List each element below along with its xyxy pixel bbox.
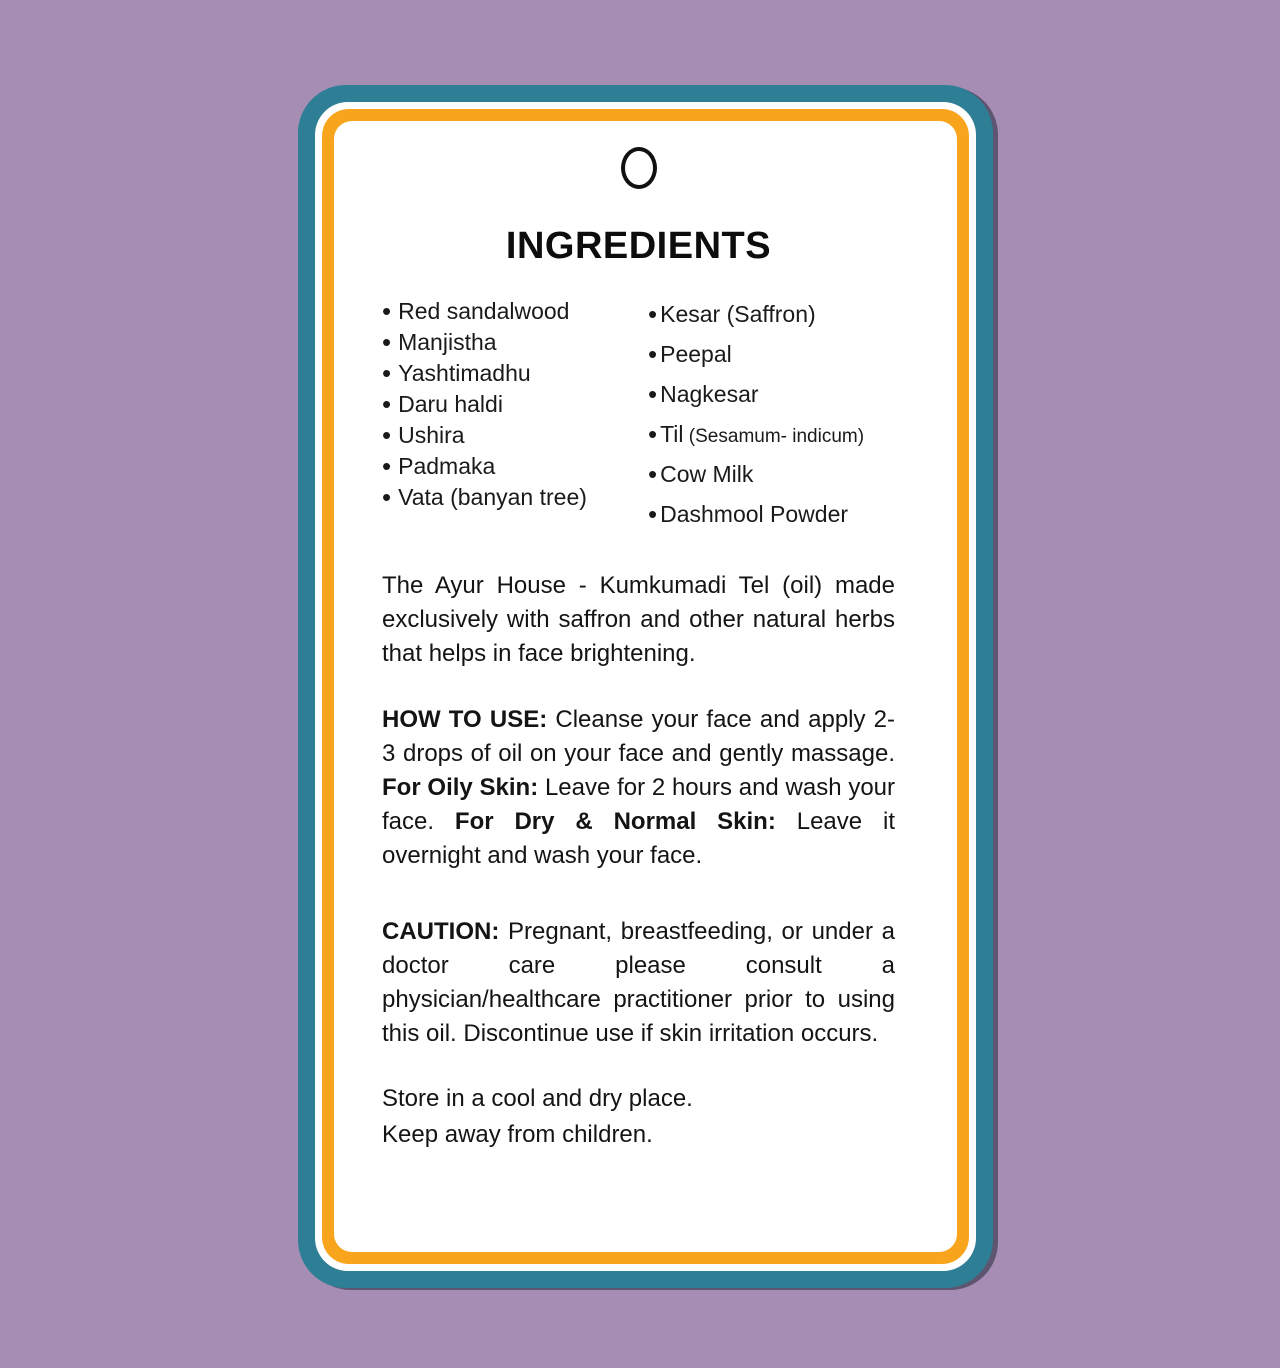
ingredient-item (382, 419, 648, 450)
ingredient-label: Manjistha (398, 329, 497, 355)
ingredient-item (382, 481, 648, 512)
oily-skin-text: Leave for 2 hours and wash your face. (382, 774, 895, 835)
ingredients-heading: INGREDIENTS (505, 225, 772, 267)
ingredient-item (648, 335, 895, 375)
product-tag-card (298, 85, 993, 1288)
ingredient-item (648, 415, 895, 455)
ingredient-label: Daru haldi (398, 391, 503, 417)
ingredient-item (382, 357, 648, 388)
ingredient-item (648, 495, 895, 535)
ingredient-item (382, 326, 648, 357)
ingredient-label: Til (660, 421, 684, 447)
ingredient-label: Red sandalwood (398, 298, 570, 324)
ingredient-label: Cow Milk (660, 461, 754, 487)
how-to-use-paragraph (382, 703, 895, 873)
description-paragraph: The Ayur House - Kumkumadi Tel (oil) made exclusively with saffron and other natural herbs that helps in face brightening. (382, 572, 895, 667)
oily-skin-label: For Oily Skin: (382, 774, 545, 801)
card-interior (334, 121, 957, 1252)
dry-normal-skin-label: For Dry & Normal Skin: (454, 808, 797, 835)
ingredient-label: Kesar (Saffron) (660, 301, 816, 327)
ingredient-label: Yashtimadhu (398, 360, 531, 386)
ingredients-column-left (382, 295, 648, 535)
ingredient-item (382, 388, 648, 419)
ingredient-item (648, 295, 895, 335)
ingredient-label: Peepal (660, 341, 732, 367)
storage-line-1: Store in a cool and dry place. (382, 1085, 693, 1112)
storage-note (382, 1081, 895, 1153)
caution-label: CAUTION: (382, 918, 508, 945)
how-to-use-text: Cleanse your face and apply 2-3 drops of oil on your face and gently massage. (382, 706, 896, 767)
ingredients-column-right (648, 295, 895, 535)
ingredient-label: Vata (banyan tree) (398, 484, 587, 510)
storage-line-2: Keep away from children. (382, 1121, 653, 1148)
ingredient-label: Ushira (398, 422, 465, 448)
dry-normal-skin-text: Leave it overnight and wash your face. (382, 808, 896, 869)
ingredient-botanical-note: (Sesamum- indicum) (683, 426, 865, 447)
caution-text: Pregnant, breastfeeding, or under a doctor care please consult a physician/healthcare practitioner prior to using this oil. Discontinue use if skin irritation occurs. (382, 918, 895, 1047)
ingredient-label: Nagkesar (660, 381, 759, 407)
caution-paragraph (382, 915, 895, 1051)
ingredient-label: Padmaka (398, 453, 496, 479)
how-to-use-label: HOW TO USE: (382, 706, 556, 733)
card-yellow-border-ring (322, 109, 969, 1264)
ingredients-list (382, 295, 895, 535)
ingredient-item (382, 295, 648, 326)
ingredient-item (648, 375, 895, 415)
ingredient-item (648, 455, 895, 495)
ingredient-label: Dashmool Powder (660, 501, 849, 527)
punch-hole-icon (621, 147, 657, 189)
ingredient-item (382, 450, 648, 481)
card-white-gap-ring (315, 102, 976, 1271)
